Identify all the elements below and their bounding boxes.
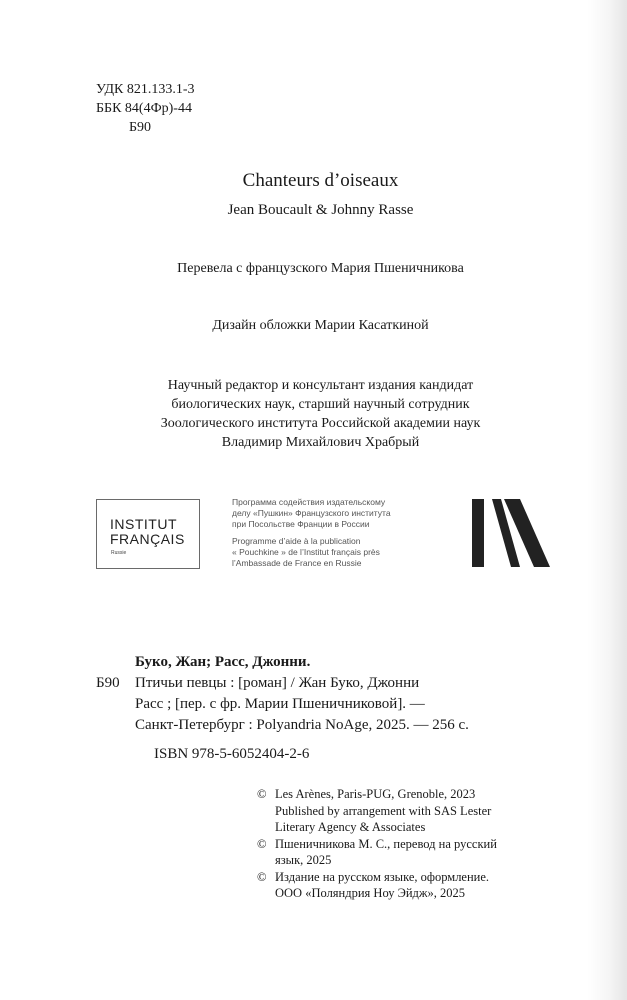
editor-line: Владимир Михайлович Храбрый [221, 435, 420, 450]
pushkin-program-logo [470, 497, 552, 569]
copyright-line: Les Arènes, Paris-PUG, Grenoble, 2023 [275, 787, 476, 801]
program-fr-line: l’Ambassade de France en Russie [232, 558, 362, 568]
copyright-entry [257, 869, 497, 902]
classification-block [96, 80, 195, 137]
editor-line: Зоологического института Российской академии наук [160, 416, 481, 431]
copyright-entry [257, 836, 497, 869]
copyright-line: Published by arrangement with SAS Lester [275, 803, 492, 818]
original-title: Chanteurs d’oiseaux [242, 170, 399, 191]
logo-bar-left [472, 499, 484, 567]
author-mark: Б90 [129, 120, 152, 135]
copyright-symbol: © [257, 836, 267, 851]
editor-line: биологических наук, старший научный сотрудник [171, 397, 470, 412]
logo-line: INSTITUT [110, 516, 177, 532]
pushkin-program-text [232, 497, 391, 569]
program-ru-line: делу «Пушкин» Французского института [232, 508, 391, 518]
copyright-symbol: © [257, 787, 267, 801]
program-fr-line: Programme d’aide à la publication [232, 536, 361, 546]
logo-line: FRANÇAIS [110, 531, 185, 547]
isbn: ISBN 978-5-6052404-2-6 [154, 746, 310, 762]
copyright-line: Literary Agency & Associates [275, 820, 426, 834]
copyright-line: язык, 2025 [275, 853, 332, 867]
bib-line: Расс ; [пер. с фр. Марии Пшеничниковой]. — [135, 696, 425, 712]
program-ru-line: при Посольстве Франции в России [232, 519, 370, 529]
bib-line: Санкт-Петербург : Polyandria NoAge, 2025. — 256 с. [135, 717, 469, 733]
copyright-symbol: © [257, 869, 267, 884]
copyright-line: ООО «Поляндрия Ноу Эйдж», 2025 [275, 886, 466, 900]
translator-credit: Перевела с французского Мария Пшеничникова [177, 261, 464, 276]
cover-design-credit: Дизайн обложки Марии Касаткиной [212, 318, 429, 333]
udk-code: УДК 821.133.1-3 [96, 82, 195, 97]
page-edge-shadow [587, 0, 627, 1000]
copyright-block [257, 786, 497, 902]
copyright-line: Пшеничникова М. С., перевод на русский [275, 836, 497, 851]
editor-line: Научный редактор и консультант издания кандидат [167, 378, 474, 393]
original-authors: Jean Boucault & Johnny Rasse [227, 202, 414, 218]
copyright-entry [257, 786, 497, 836]
logo-sub: Russie [111, 550, 127, 556]
bib-code: Б90 [96, 675, 120, 691]
bib-line: Птичьи певцы : [роман] / Жан Буко, Джонни [135, 675, 420, 691]
institut-francais-logo [96, 499, 200, 569]
program-fr-line: « Pouchkine » de l’Institut français près [232, 547, 380, 557]
bbk-code: ББК 84(4Фр)-44 [96, 101, 192, 116]
program-ru-line: Программа содействия издательскому [232, 497, 386, 507]
copyright-line: Издание на русском языке, оформление. [275, 869, 490, 884]
bib-author: Буко, Жан; Расс, Джонни. [135, 654, 311, 670]
editor-credit [0, 376, 627, 452]
